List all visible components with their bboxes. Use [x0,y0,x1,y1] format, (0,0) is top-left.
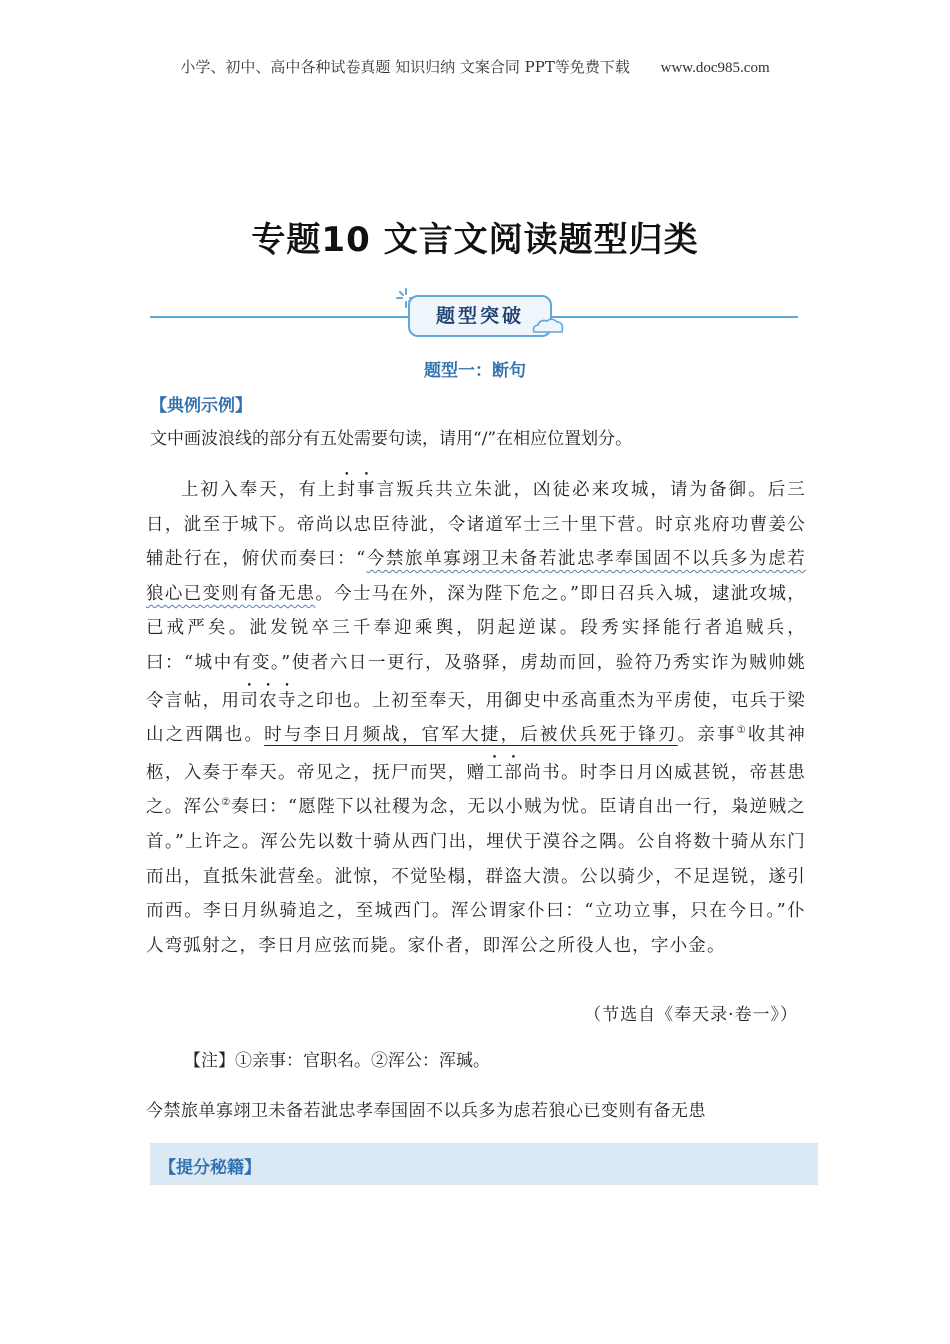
section-banner [150,288,798,344]
banner-label: 题型突破 [408,295,552,337]
banner-line-left [150,316,408,318]
tips-section-bar [150,1143,818,1185]
tips-section-tag: 【提分秘籍】 [159,1158,261,1178]
wavy-underlined-sentence: 今禁旅单寡翊卫未备若泚忠孝奉国固不以兵多为虑若狼心已变则有备无患 [146,549,806,604]
question-sentence: 今禁旅单寡翊卫未备若泚忠孝奉国固不以兵多为虑若狼心已变则有备无患 [146,1101,706,1121]
passage-text: 上初入奉天，有上 [181,480,338,500]
passage-text: 收其神柩，入奏于奉天。帝见之，抚尸而哭，赠 [146,725,806,783]
passage-text: 言叛兵共立朱泚，凶徒必来攻城，请为备御。后三日，泚至于城下。帝尚以忠臣待泚，令诸道军士三十里下营。时京兆府功曹姜公辅赴行在，俯伏而奏曰：“ [146,480,806,570]
emphasized-word: 封事 [337,480,377,500]
question-type-heading: 题型一：断句 [424,361,526,381]
instruction-text: 文中画波浪线的部分有五处需要句读，请用“/”在相应位置划分。 [150,429,633,449]
banner-line-right [550,316,798,318]
emphasized-word: 司农寺 [240,690,297,711]
emphasized-word: 工部 [485,762,524,783]
header-text: 小学、初中、高中各种试卷真题 知识归纳 文案合同 PPT等免费下载 [180,58,630,76]
page-title: 专题10 文言文阅读题型归类 [251,220,699,260]
passage-text: 。亲事 [677,725,737,746]
passage-source: （节选自《奉天录·卷一》） [584,1005,798,1025]
header-site-link[interactable]: www.doc985.com [660,60,770,76]
footnote-marker: ② [221,797,232,809]
passage [146,470,806,963]
passage-text: 之印也。上初至奉天，用御史中丞高重杰为平虏使，屯兵于梁山之西隅也。 [146,690,806,746]
footnote-marker: ① [736,725,748,737]
cloud-icon [530,316,566,334]
passage-paragraph [146,470,806,963]
page-header [0,56,950,77]
example-section-tag: 【典例示例】 [150,396,252,416]
passage-text: 尚书。时李日月凶威甚锐，帝甚患之。浑公 [146,762,807,818]
underlined-sentence: 时与李日月频战，官军大捷，后被伏兵死于锋刃 [264,725,678,746]
passage-text: 奏曰：“愿陛下以社稷为念，无以小贼为忧。臣请自出一行，枭逆贼之首。”上许之。浑公先以数十骑从西门出，埋伏于漠谷之隅。公自将数十骑从东门而出，直抵朱泚营垒。泚惊，不觉坠榻，群盗大溃。公以骑少，不足逞锐，遂引而西。李日月纵骑追之，至城西门。浑公谓家仆曰：“立功立事，只在今日。”仆人弯弧射之，李日月应弦而毙。家仆者，即浑公之所役人也，字小金。 [146,797,806,956]
passage-text: 。今士马在外，深为陛下危之。”即日召兵入城，逮泚攻城，已戒严矣。泚发锐卒三千奉迎乘舆，阴起逆谋。段秀实择能行者追贼兵，曰：“城中有变。”使者六日一更行，及骆驿，虏劫而回，验符乃秀实诈为贼帅姚令言帖，用 [146,583,806,711]
annotation-note: 【注】①亲事：官职名。②浑公：浑瑊。 [184,1051,490,1071]
